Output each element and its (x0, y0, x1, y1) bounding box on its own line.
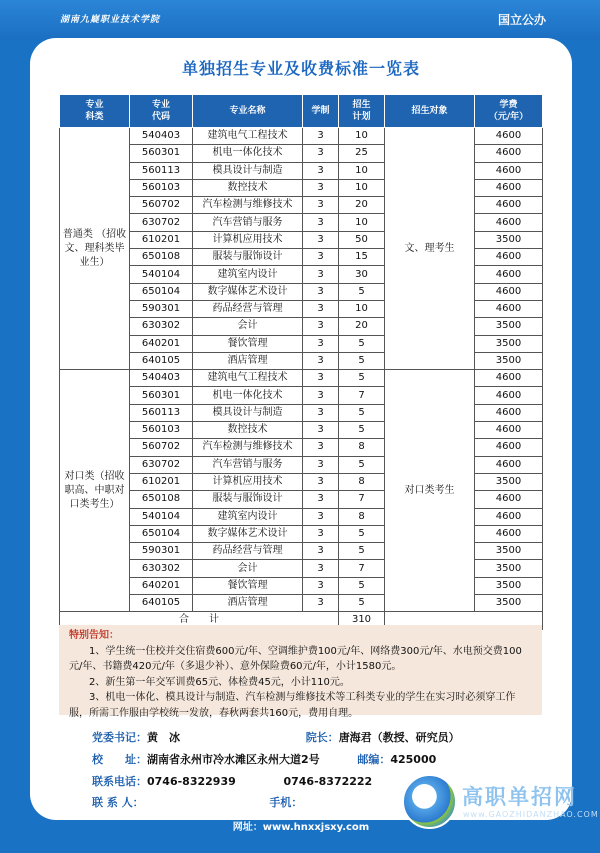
duration-cell: 3 (303, 560, 339, 577)
duration-cell: 3 (303, 283, 339, 300)
tuition-cell: 4600 (475, 387, 543, 404)
tuition-cell: 3500 (475, 577, 543, 594)
notice-box (59, 625, 542, 719)
tuition-cell: 4600 (475, 404, 543, 421)
major-name-cell: 餐饮管理 (193, 577, 303, 594)
major-name-cell: 药品经营与管理 (193, 300, 303, 317)
quota-cell: 10 (339, 300, 385, 317)
major-name-cell: 建筑室内设计 (193, 508, 303, 525)
major-name-cell: 机电一体化技术 (193, 145, 303, 162)
president-label: 院长： (305, 731, 339, 744)
fee-table (59, 94, 543, 630)
quota-cell: 10 (339, 179, 385, 196)
major-code-cell: 540104 (130, 508, 193, 525)
quota-cell: 5 (339, 456, 385, 473)
category-cell: 对口类（招收职高、中职对口类考生） (60, 370, 130, 612)
notice-item: 1、学生统一住校并交住宿费600元/年、空调维护费100元/年、网络费300元/年、水电预交费100元/年、书籍费420元/年（多退少补）、意外保险费60元/年，小计1580元。 (69, 645, 522, 672)
contact-person-label: 联 系 人： (92, 796, 144, 809)
tuition-cell: 4600 (475, 508, 543, 525)
table-header-row (60, 95, 543, 128)
tuition-cell: 3500 (475, 473, 543, 490)
major-code-cell: 630302 (130, 318, 193, 335)
major-name-cell: 数字媒体艺术设计 (193, 283, 303, 300)
watermark-url: www.GAOZHIDANZHAO.COM (463, 810, 599, 819)
col-header: 学费 （元/年） (475, 95, 543, 128)
col-header: 学制 (303, 95, 339, 128)
tuition-cell: 4600 (475, 456, 543, 473)
duration-cell: 3 (303, 249, 339, 266)
footer-website[interactable]: 网址：www.hnxxjsxy.com (232, 822, 370, 833)
address-line (92, 751, 436, 767)
quota-cell: 10 (339, 162, 385, 179)
duration-cell: 3 (303, 370, 339, 387)
duration-cell: 3 (303, 318, 339, 335)
major-code-cell: 560301 (130, 387, 193, 404)
tuition-cell: 4600 (475, 179, 543, 196)
major-code-cell: 560113 (130, 404, 193, 421)
tuition-cell: 3500 (475, 335, 543, 352)
major-name-cell: 计算机应用技术 (193, 231, 303, 248)
major-code-cell: 590301 (130, 543, 193, 560)
total-label: 合 计 (60, 612, 339, 629)
col-header: 招生 计划 (339, 95, 385, 128)
major-name-cell: 会计 (193, 318, 303, 335)
quota-cell: 5 (339, 422, 385, 439)
total-value: 310 (339, 612, 385, 629)
major-name-cell: 模具设计与制造 (193, 404, 303, 421)
tuition-cell: 4600 (475, 370, 543, 387)
major-name-cell: 计算机应用技术 (193, 473, 303, 490)
major-name-cell: 服装与服饰设计 (193, 249, 303, 266)
duration-cell: 3 (303, 404, 339, 421)
duration-cell: 3 (303, 387, 339, 404)
duration-cell: 3 (303, 456, 339, 473)
duration-cell: 3 (303, 491, 339, 508)
major-code-cell: 640201 (130, 335, 193, 352)
tuition-cell: 3500 (475, 318, 543, 335)
duration-cell: 3 (303, 162, 339, 179)
duration-cell: 3 (303, 300, 339, 317)
quota-cell: 5 (339, 577, 385, 594)
duration-cell: 3 (303, 422, 339, 439)
duration-cell: 3 (303, 439, 339, 456)
duration-cell: 3 (303, 473, 339, 490)
major-name-cell: 酒店管理 (193, 595, 303, 612)
leaders-line (92, 729, 460, 745)
quota-cell: 5 (339, 525, 385, 542)
duration-cell: 3 (303, 525, 339, 542)
tagline: 国立公办 (497, 13, 546, 27)
quota-cell: 20 (339, 318, 385, 335)
mobile-label: 手机： (269, 796, 303, 809)
top-banner (0, 0, 600, 40)
duration-cell: 3 (303, 577, 339, 594)
quota-cell: 30 (339, 266, 385, 283)
major-code-cell: 560103 (130, 422, 193, 439)
quota-cell: 10 (339, 128, 385, 145)
duration-cell: 3 (303, 335, 339, 352)
major-name-cell: 餐饮管理 (193, 335, 303, 352)
quota-cell: 7 (339, 387, 385, 404)
category-cell: 普通类 （招收文、理科类毕业生） (60, 128, 130, 370)
tuition-cell: 4600 (475, 162, 543, 179)
tuition-cell: 4600 (475, 283, 543, 300)
quota-cell: 10 (339, 214, 385, 231)
major-name-cell: 机电一体化技术 (193, 387, 303, 404)
duration-cell: 3 (303, 231, 339, 248)
tuition-cell: 4600 (475, 197, 543, 214)
quota-cell: 5 (339, 370, 385, 387)
major-code-cell: 630302 (130, 560, 193, 577)
tuition-cell: 4600 (475, 300, 543, 317)
duration-cell: 3 (303, 266, 339, 283)
major-code-cell: 650108 (130, 249, 193, 266)
notice-item: 3、机电一体化、模具设计与制造、汽车检测与维修技术等工科类专业的学生在实习时必须穿工作服，所需工作服由学校统一发放，春秋两套共160元，费用自理。 (69, 692, 516, 719)
major-name-cell: 汽车检测与维修技术 (193, 197, 303, 214)
duration-cell: 3 (303, 543, 339, 560)
tuition-cell: 4600 (475, 145, 543, 162)
tuition-cell: 4600 (475, 491, 543, 508)
major-code-cell: 640105 (130, 595, 193, 612)
duration-cell: 3 (303, 179, 339, 196)
major-code-cell: 610201 (130, 473, 193, 490)
quota-cell: 8 (339, 439, 385, 456)
watermark-text: 高职单招网 (462, 785, 577, 809)
major-name-cell: 服装与服饰设计 (193, 491, 303, 508)
secretary-label: 党委书记： (92, 731, 147, 744)
phone-line (92, 773, 372, 789)
postcode-label: 邮编： (357, 753, 391, 766)
major-name-cell: 数字媒体艺术设计 (193, 525, 303, 542)
duration-cell: 3 (303, 145, 339, 162)
duration-cell: 3 (303, 595, 339, 612)
page-title: 单独招生专业及收费标准一览表 (181, 59, 420, 78)
phone-label: 联系电话： (92, 775, 147, 788)
president-name: 唐海君（教授、研究员） (338, 731, 460, 744)
tuition-cell: 3500 (475, 352, 543, 369)
tuition-cell: 4600 (475, 266, 543, 283)
quota-cell: 7 (339, 560, 385, 577)
major-name-cell: 数控技术 (193, 179, 303, 196)
col-header: 专业名称 (193, 95, 303, 128)
major-code-cell: 640105 (130, 352, 193, 369)
duration-cell: 3 (303, 197, 339, 214)
major-code-cell: 640201 (130, 577, 193, 594)
quota-cell: 8 (339, 508, 385, 525)
tuition-cell: 3500 (475, 560, 543, 577)
quota-cell: 50 (339, 231, 385, 248)
major-code-cell: 540403 (130, 370, 193, 387)
major-code-cell: 560702 (130, 197, 193, 214)
tuition-cell: 3500 (475, 595, 543, 612)
major-code-cell: 630702 (130, 456, 193, 473)
major-code-cell: 560702 (130, 439, 193, 456)
tuition-cell: 4600 (475, 249, 543, 266)
major-name-cell: 会计 (193, 560, 303, 577)
postcode-value: 425000 (390, 753, 437, 766)
quota-cell: 5 (339, 283, 385, 300)
major-name-cell: 建筑室内设计 (193, 266, 303, 283)
tuition-cell: 4600 (475, 422, 543, 439)
major-code-cell: 650108 (130, 491, 193, 508)
notice-title: 特别告知： (69, 630, 119, 641)
tuition-cell: 4600 (475, 525, 543, 542)
major-code-cell: 560103 (130, 179, 193, 196)
duration-cell: 3 (303, 128, 339, 145)
major-code-cell: 560301 (130, 145, 193, 162)
quota-cell: 5 (339, 595, 385, 612)
tuition-cell: 4600 (475, 439, 543, 456)
major-name-cell: 建筑电气工程技术 (193, 370, 303, 387)
quota-cell: 20 (339, 197, 385, 214)
table-row (60, 370, 543, 387)
major-code-cell: 650104 (130, 283, 193, 300)
col-header: 专业 科类 (60, 95, 130, 128)
major-name-cell: 汽车检测与维修技术 (193, 439, 303, 456)
table-row (60, 128, 543, 145)
quota-cell: 7 (339, 491, 385, 508)
phone-2: 0746-8372222 (283, 775, 373, 788)
quota-cell: 5 (339, 404, 385, 421)
quota-cell: 5 (339, 543, 385, 560)
col-header: 招生对象 (385, 95, 475, 128)
quota-cell: 5 (339, 352, 385, 369)
tuition-cell: 3500 (475, 543, 543, 560)
major-name-cell: 模具设计与制造 (193, 162, 303, 179)
target-cell: 对口类考生 (385, 370, 475, 612)
tuition-cell: 4600 (475, 214, 543, 231)
quota-cell: 25 (339, 145, 385, 162)
address-label: 校 址： (92, 753, 147, 766)
major-code-cell: 540104 (130, 266, 193, 283)
major-code-cell: 610201 (130, 231, 193, 248)
major-name-cell: 建筑电气工程技术 (193, 128, 303, 145)
duration-cell: 3 (303, 508, 339, 525)
major-code-cell: 590301 (130, 300, 193, 317)
duration-cell: 3 (303, 214, 339, 231)
quota-cell: 8 (339, 473, 385, 490)
duration-cell: 3 (303, 352, 339, 369)
quota-cell: 5 (339, 335, 385, 352)
target-cell: 文、理考生 (385, 128, 475, 370)
phone-1: 0746-8322939 (147, 775, 236, 788)
major-name-cell: 汽车营销与服务 (193, 456, 303, 473)
contact-line (92, 794, 302, 810)
quota-cell: 15 (339, 249, 385, 266)
major-code-cell: 630702 (130, 214, 193, 231)
major-name-cell: 酒店管理 (193, 352, 303, 369)
watermark-logo-icon (402, 774, 457, 829)
address-value: 湖南省永州市冷水滩区永州大道2号 (147, 753, 320, 766)
major-name-cell: 汽车营销与服务 (193, 214, 303, 231)
major-code-cell: 540403 (130, 128, 193, 145)
major-name-cell: 数控技术 (193, 422, 303, 439)
secretary-name: 黄 冰 (147, 731, 180, 744)
notice-item: 2、新生第一年交军训费65元、体检费45元，小计110元。 (89, 676, 350, 688)
major-code-cell: 560113 (130, 162, 193, 179)
major-code-cell: 650104 (130, 525, 193, 542)
col-header: 专业 代码 (130, 95, 193, 128)
tuition-cell: 4600 (475, 128, 543, 145)
main-card (30, 38, 572, 820)
major-name-cell: 药品经营与管理 (193, 543, 303, 560)
tuition-cell: 3500 (475, 231, 543, 248)
school-name: 湖南九嶷职业技术学院 (60, 15, 161, 25)
